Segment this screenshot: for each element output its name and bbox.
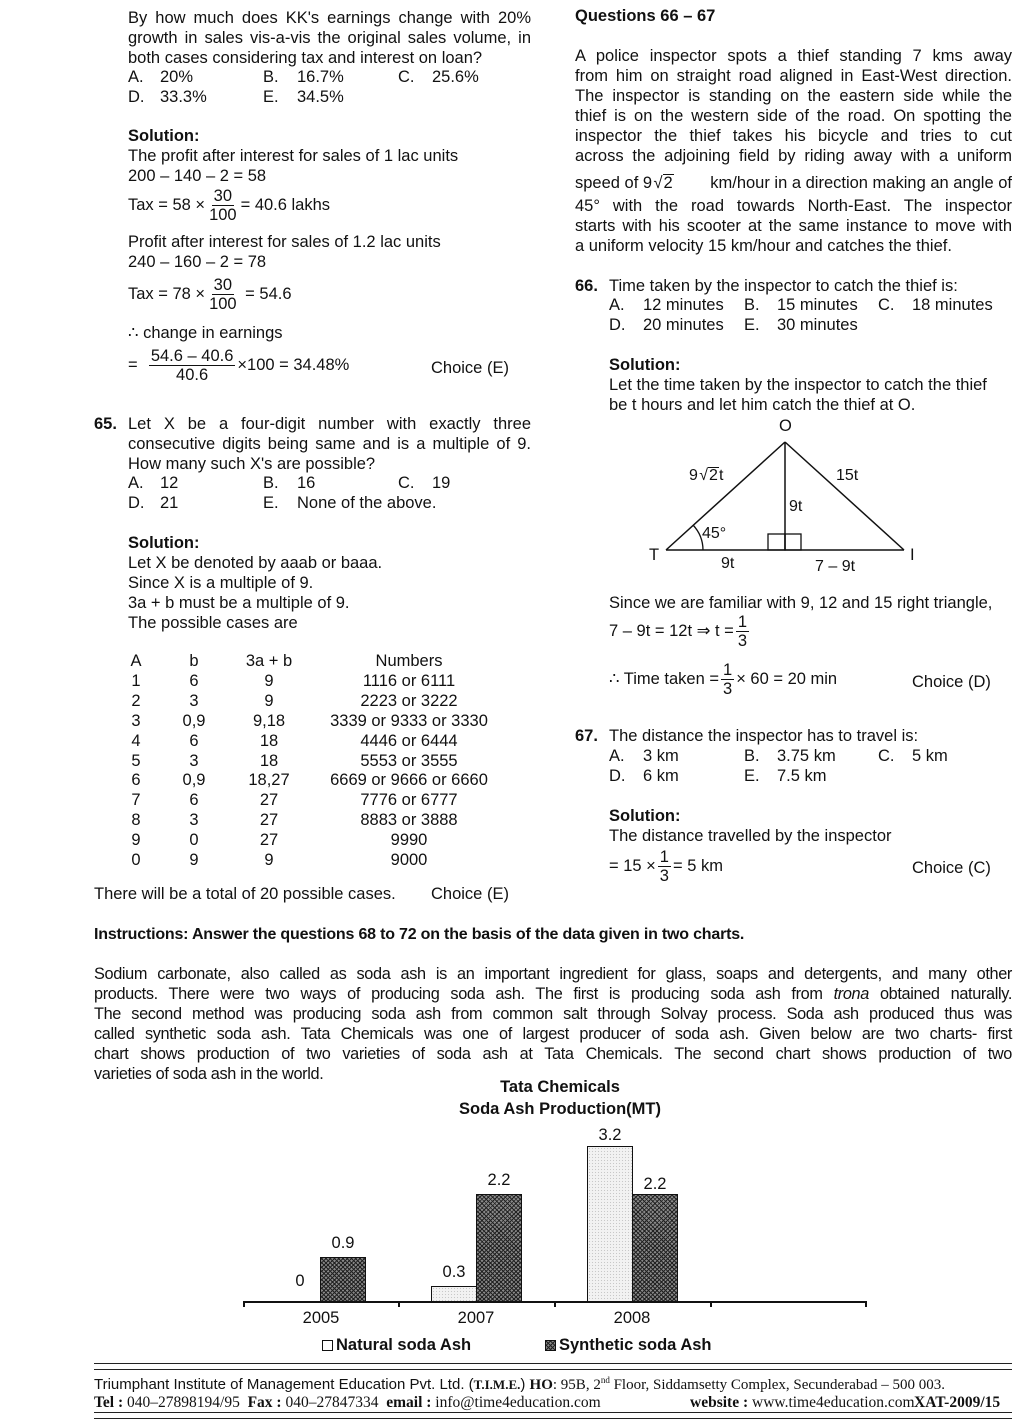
table-row xyxy=(118,791,514,811)
fraction xyxy=(736,613,749,650)
option-b[interactable] xyxy=(744,746,836,766)
denominator: 100 xyxy=(209,295,237,314)
bar-natural-2008 xyxy=(587,1146,633,1302)
paragraph-line: Sodium carbonate, also called as soda ash is an important ingredient for glass, soaps and detergents, and many other xyxy=(94,965,1012,983)
column-header: b xyxy=(189,652,199,670)
side-coefficient: 9 xyxy=(689,467,698,484)
table-row xyxy=(118,851,514,871)
equation-text: 7 – 9t = 12t ⇒ t = xyxy=(609,622,734,640)
option-text: 6 km xyxy=(643,767,679,785)
question-stem-line: Let X be a four-digit number with exactly three xyxy=(128,415,531,433)
legend-swatch-natural xyxy=(322,1340,333,1351)
footer-divider-top xyxy=(94,1363,1012,1370)
footer-phone: 040–27898194/95 xyxy=(123,1394,240,1411)
option-c[interactable] xyxy=(878,295,993,315)
footer-label: website : xyxy=(690,1394,749,1411)
option-text: 33.3% xyxy=(160,88,207,106)
option-key: B. xyxy=(744,747,760,765)
table-row xyxy=(118,752,514,772)
bar-value-label: 0 xyxy=(295,1272,305,1290)
table-cell: 6 xyxy=(189,791,199,810)
option-key: C. xyxy=(878,747,895,765)
table-cell: 2 xyxy=(131,691,141,710)
table-row xyxy=(118,712,514,732)
angle-label: 45° xyxy=(702,525,727,542)
table-row xyxy=(118,672,514,692)
table-cell: 27 xyxy=(259,791,279,810)
table-cell: 7776 or 6777 xyxy=(360,791,458,810)
numerator: 1 xyxy=(659,848,669,867)
table-cell: 4 xyxy=(131,731,141,750)
footer-text: : 95B, 2 xyxy=(552,1377,601,1393)
option-e[interactable] xyxy=(744,766,827,786)
option-key: D. xyxy=(128,494,145,512)
column-header: 3a + b xyxy=(245,652,293,670)
table-row xyxy=(118,831,514,851)
option-a[interactable] xyxy=(128,67,194,87)
table-cell: 1116 or 6111 xyxy=(362,671,456,690)
table-row xyxy=(118,732,514,752)
table-cell: 0,9 xyxy=(182,771,206,790)
table-cell: 0,9 xyxy=(182,711,206,730)
table-header-row xyxy=(118,652,514,672)
side-to-label: 9 √2t xyxy=(689,467,724,484)
option-key: C. xyxy=(878,296,895,314)
side-oi-label: 15t xyxy=(836,467,859,484)
footer-brand: T.I.M.E. xyxy=(473,1377,521,1392)
table-cell: 0 xyxy=(189,831,199,850)
answer-choice: Choice (C) xyxy=(912,859,991,877)
solution-line: 200 – 140 – 2 = 58 xyxy=(128,167,267,185)
instructions-paragraph xyxy=(94,964,1012,1084)
option-text: 12 minutes xyxy=(643,296,724,314)
question-stem-line: consecutive digits being same and is a multiple of 9. xyxy=(128,435,531,453)
paragraph-line: The second method was producing soda ash from common salt through Solvay process. Soda ash produced thus was xyxy=(94,1005,1012,1023)
question-number: 66. xyxy=(575,277,598,295)
fraction xyxy=(721,661,734,698)
chart-subtitle: Soda Ash Production(MT) xyxy=(459,1100,661,1118)
solution-label: Solution: xyxy=(128,127,200,145)
solution-line: Let the time taken by the inspector to catch the thief xyxy=(609,376,987,394)
paragraph-line: called synthetic soda ash. Tata Chemicals was one of largest producer of soda ash. Given below are two charts- first xyxy=(94,1025,1012,1043)
paragraph-line: varieties of soda ash in the world. xyxy=(94,1065,324,1083)
column-header: A xyxy=(130,652,142,670)
distance-equation xyxy=(609,848,723,885)
table-cell: 5 xyxy=(131,751,141,770)
table-cell: 7 xyxy=(131,791,141,810)
legend-synthetic xyxy=(545,1335,712,1355)
option-key: A. xyxy=(609,747,625,765)
footer-label: Tel : xyxy=(94,1394,124,1411)
table-cell: 6 xyxy=(189,731,199,750)
option-key: A. xyxy=(128,68,144,86)
table-cell: 27 xyxy=(259,831,279,850)
solution-line: Profit after interest for sales of 1.2 lac units xyxy=(128,233,441,251)
footer-text: Triumphant Institute of Management Education Pvt. Ltd. ( xyxy=(94,1376,474,1393)
option-key: E. xyxy=(744,316,760,334)
solution-line: The profit after interest for sales of 1 lac units xyxy=(128,147,459,165)
bar-value-label: 3.2 xyxy=(598,1126,622,1144)
numerator: 1 xyxy=(737,613,748,632)
footer-contact-line xyxy=(94,1393,601,1413)
equation-text: × 60 = 20 min xyxy=(736,670,838,688)
solution-line: ∴ change in earnings xyxy=(128,324,283,342)
equation-text: ∴ Time taken = xyxy=(609,670,720,688)
option-b[interactable] xyxy=(263,473,316,493)
table-cell: 3339 or 9333 or 3330 xyxy=(330,711,488,730)
footer-label: HO xyxy=(529,1377,553,1393)
sqrt-radicand: 2 xyxy=(709,467,718,484)
option-text: 3.75 km xyxy=(777,747,836,765)
legend-label: Synthetic soda Ash xyxy=(559,1336,712,1354)
table-cell: 5553 or 3555 xyxy=(360,751,458,770)
option-key: B. xyxy=(263,68,279,86)
question-stem: The distance the inspector has to travel is: xyxy=(609,727,919,745)
table-cell: 9,18 xyxy=(252,711,286,730)
bar-value-label: 0.3 xyxy=(442,1263,466,1281)
solution-line: Since we are familiar with 9, 12 and 15 right triangle, xyxy=(609,594,993,612)
x-axis-tick xyxy=(710,1301,712,1307)
option-key: E. xyxy=(263,88,279,106)
question-stem-line: By how much does KK's earnings change with 20% xyxy=(128,9,531,27)
footer-address-line xyxy=(94,1370,945,1395)
option-d[interactable] xyxy=(609,315,724,335)
question-stem-line: both cases considering tax and interest on loan? xyxy=(128,49,483,67)
vertex-i-label: I xyxy=(910,546,915,564)
option-c[interactable] xyxy=(398,473,451,493)
footer-fax: 040–27847334 xyxy=(281,1394,379,1411)
equation-text: ×100 = 34.48% xyxy=(237,356,350,374)
option-b[interactable] xyxy=(263,67,344,87)
paragraph-line: chart shows production of two varieties of soda ash at Tata Chemicals. The second chart shows production of two xyxy=(94,1045,1012,1063)
answer-choice: Choice (D) xyxy=(912,673,991,691)
solution-line: Since X is a multiple of 9. xyxy=(128,574,314,592)
t-equation xyxy=(609,613,751,650)
option-key: D. xyxy=(609,767,626,785)
option-text: 30 minutes xyxy=(777,316,858,334)
option-text: None of the above. xyxy=(297,494,437,512)
equation-text: = xyxy=(128,356,138,374)
table-cell: 9 xyxy=(264,691,274,710)
italic-term: trona xyxy=(833,985,869,1003)
option-key: B. xyxy=(263,474,279,492)
question-stem-line: How many such X's are possible? xyxy=(128,455,376,473)
passage-text: speed of 9 xyxy=(575,174,653,192)
question-number: 67. xyxy=(575,727,598,745)
solution-line: be t hours and let him catch the thief at O. xyxy=(609,396,916,414)
passage-line: from him on straight road aligned in East-West direction. xyxy=(575,67,1012,85)
bar-synthetic-2007 xyxy=(476,1194,522,1302)
paragraph-text: products. There were two ways of producing soda ash. The first is producing soda ash from xyxy=(94,985,834,1003)
table-cell: 18 xyxy=(259,751,279,770)
vertex-t-label: T xyxy=(649,546,660,564)
paragraph-text: obtained naturally. xyxy=(868,985,1012,1003)
altitude-label: 9t xyxy=(789,498,803,515)
table-cell: 9 xyxy=(264,671,274,690)
denominator: 3 xyxy=(659,867,669,886)
cases-table xyxy=(118,652,514,871)
option-key: C. xyxy=(398,474,415,492)
option-key: E. xyxy=(744,767,760,785)
passage-line: inspector the thief takes his bicycle and tries to cut xyxy=(575,127,1012,145)
option-c[interactable] xyxy=(398,67,479,87)
bar-synthetic-2008 xyxy=(632,1194,678,1302)
equation-text: = 5 km xyxy=(672,857,723,875)
tax-equation-2 xyxy=(128,276,292,313)
option-b[interactable] xyxy=(744,295,858,315)
table-row xyxy=(118,771,514,791)
table-cell: 2223 or 3222 xyxy=(360,691,458,710)
footer-text: ) xyxy=(520,1376,530,1393)
option-d[interactable] xyxy=(128,87,207,107)
numerator: 54.6 – 40.6 xyxy=(150,347,234,366)
option-e[interactable] xyxy=(744,315,858,335)
option-text: 5 km xyxy=(912,747,948,765)
table-cell: 27 xyxy=(259,811,279,830)
denominator: 3 xyxy=(723,680,733,699)
option-d[interactable] xyxy=(609,766,679,786)
option-e[interactable] xyxy=(263,87,344,107)
side-variable: t xyxy=(718,467,724,484)
footer-label: Fax : xyxy=(247,1394,282,1411)
option-text: 20% xyxy=(160,68,194,86)
solution-label: Solution: xyxy=(609,807,681,825)
option-a[interactable] xyxy=(609,295,724,315)
tax-equation-1 xyxy=(128,187,330,224)
passage-line: starts with his scooter at the same instance to move with xyxy=(575,217,1012,235)
passage-line: 45° with the road towards North-East. The inspector xyxy=(575,197,1012,215)
x-axis-label: 2007 xyxy=(457,1309,495,1327)
solution-line: 3a + b must be a multiple of 9. xyxy=(128,594,350,612)
x-axis-label: 2008 xyxy=(613,1309,651,1327)
table-cell: 8 xyxy=(131,811,141,830)
sqrt-radicand: 2 xyxy=(663,174,673,192)
solution-line: Let X be denoted by aaab or baaa. xyxy=(128,554,383,572)
table-cell: 9 xyxy=(131,831,141,850)
option-key: E. xyxy=(263,494,279,512)
option-a[interactable] xyxy=(609,746,679,766)
table-cell: 8883 or 3888 xyxy=(360,811,458,830)
denominator: 100 xyxy=(209,206,237,225)
option-key: A. xyxy=(609,296,625,314)
bar-natural-2007 xyxy=(431,1286,477,1302)
table-cell: 4446 or 6444 xyxy=(360,731,458,750)
x-axis-tick xyxy=(554,1301,556,1307)
bar-synthetic-2005 xyxy=(320,1257,366,1302)
bar-value-label: 0.9 xyxy=(331,1234,355,1252)
table-cell: 18 xyxy=(259,731,279,750)
fraction xyxy=(149,347,236,384)
base-right-label: 7 – 9t xyxy=(815,558,856,575)
option-key: D. xyxy=(128,88,145,106)
table-cell: 9 xyxy=(264,851,274,870)
passage-text: km/hour in a direction making an angle of xyxy=(710,174,1012,192)
equation-text: Tax = 58 × xyxy=(128,196,206,214)
table-cell: 9990 xyxy=(390,831,428,850)
option-key: A. xyxy=(128,474,144,492)
table-cell: 1 xyxy=(131,671,141,690)
passage-line: across the adjoining field by riding away with a uniform xyxy=(575,147,1012,165)
instructions-heading: Instructions: Answer the questions 68 to 72 on the basis of the data given in two charts. xyxy=(94,926,745,943)
option-a[interactable] xyxy=(128,473,179,493)
option-text: 3 km xyxy=(643,747,679,765)
table-row xyxy=(118,811,514,831)
answer-choice: Choice (E) xyxy=(431,885,509,903)
question-stem-line: growth in sales vis-a-vis the original sales volume, in xyxy=(128,29,531,47)
equation-text: Tax = 78 × xyxy=(128,285,206,303)
legend-natural xyxy=(322,1335,471,1355)
paragraph-line xyxy=(94,984,1012,1004)
legend-label: Natural soda Ash xyxy=(336,1336,472,1354)
passage-line: The inspector is standing on the eastern side while the xyxy=(575,87,1012,105)
footer-website xyxy=(690,1393,915,1413)
equation-text: = 54.6 xyxy=(240,285,292,303)
table-cell: 9 xyxy=(189,851,199,870)
option-e[interactable] xyxy=(263,493,437,513)
base-left-label: 9t xyxy=(721,555,735,572)
bar-value-label: 2.2 xyxy=(643,1175,667,1193)
table-cell: 0 xyxy=(131,851,141,870)
table-cell: 6 xyxy=(189,671,199,690)
table-cell: 3 xyxy=(131,711,141,730)
denominator: 3 xyxy=(737,632,748,651)
footer-label: email : xyxy=(386,1394,432,1411)
table-cell: 6 xyxy=(131,771,141,790)
footer-divider-bottom xyxy=(94,1412,1012,1419)
chart-title: Tata Chemicals xyxy=(500,1078,620,1096)
footer-email-link[interactable]: info@time4education.com xyxy=(431,1394,601,1411)
table-cell: 18,27 xyxy=(248,771,290,790)
table-cell: 3 xyxy=(189,811,199,830)
answer-choice: Choice (E) xyxy=(431,359,509,377)
option-key: D. xyxy=(609,316,626,334)
conclusion-text: There will be a total of 20 possible cases. xyxy=(94,885,396,903)
passage-line: A police inspector spots a thief standing 7 kms away xyxy=(575,47,1012,65)
option-text: 7.5 km xyxy=(777,767,827,785)
change-equation xyxy=(128,347,349,384)
option-text: 15 minutes xyxy=(777,296,858,314)
solution-line: The distance travelled by the inspector xyxy=(609,827,892,845)
numerator: 30 xyxy=(213,187,232,206)
x-axis-tick xyxy=(398,1301,400,1307)
option-key: B. xyxy=(744,296,760,314)
fraction xyxy=(658,848,671,885)
option-text: 16.7% xyxy=(297,68,344,86)
section-heading: Questions 66 – 67 xyxy=(575,7,716,25)
table-cell: 3 xyxy=(189,691,199,710)
passage-line: a uniform velocity 15 km/hour and catches the thief. xyxy=(575,237,952,255)
passage-line: thief is on the western side of the road. On spotting the xyxy=(575,107,1012,125)
question-number: 65. xyxy=(94,415,117,433)
passage-line-speed: speed of 9 √2 km/hour in a direction making an angle of xyxy=(575,174,1012,192)
footer-superscript: nd xyxy=(600,1375,610,1385)
option-text: 19 xyxy=(432,474,451,492)
option-text: 25.6% xyxy=(432,68,479,86)
option-d[interactable] xyxy=(128,493,179,513)
table-cell: 3 xyxy=(189,751,199,770)
option-text: 16 xyxy=(297,474,316,492)
option-text: 20 minutes xyxy=(643,316,724,334)
column-header: Numbers xyxy=(375,652,443,670)
question-stem: Time taken by the inspector to catch the thief is: xyxy=(609,277,958,295)
option-text: 21 xyxy=(160,494,179,512)
numerator: 1 xyxy=(723,661,733,680)
solution-line: The possible cases are xyxy=(128,614,298,632)
footer-website-link[interactable]: www.time4education.com xyxy=(748,1394,915,1411)
page-reference: XAT-2009/15 xyxy=(914,1394,1001,1411)
table-cell: 9000 xyxy=(390,851,428,870)
vertex-o-label: O xyxy=(779,417,792,435)
time-equation xyxy=(609,661,837,698)
option-c[interactable] xyxy=(878,746,948,766)
x-axis-tick xyxy=(865,1301,867,1307)
option-key: C. xyxy=(398,68,415,86)
option-text: 18 minutes xyxy=(912,296,993,314)
bar-value-label: 2.2 xyxy=(487,1171,511,1189)
equation-text: = 15 × xyxy=(609,857,656,875)
fraction xyxy=(207,187,239,224)
legend-swatch-synthetic xyxy=(545,1340,556,1351)
solution-label: Solution: xyxy=(128,534,200,552)
table-row xyxy=(118,692,514,712)
x-axis-label: 2005 xyxy=(302,1309,340,1327)
fraction xyxy=(207,276,239,313)
equation-text: = 40.6 lakhs xyxy=(240,196,331,214)
triangle-diagram xyxy=(640,415,940,585)
option-text: 12 xyxy=(160,474,179,492)
option-text: 34.5% xyxy=(297,88,344,106)
table-cell: 6669 or 9666 or 6660 xyxy=(330,771,488,790)
footer-text: Floor, Siddamsetty Complex, Secunderabad – 500 003. xyxy=(609,1377,946,1393)
solution-line: 240 – 160 – 2 = 78 xyxy=(128,253,267,271)
x-axis-tick xyxy=(243,1301,245,1307)
denominator: 40.6 xyxy=(176,366,209,385)
solution-label: Solution: xyxy=(609,356,681,374)
numerator: 30 xyxy=(213,276,232,295)
